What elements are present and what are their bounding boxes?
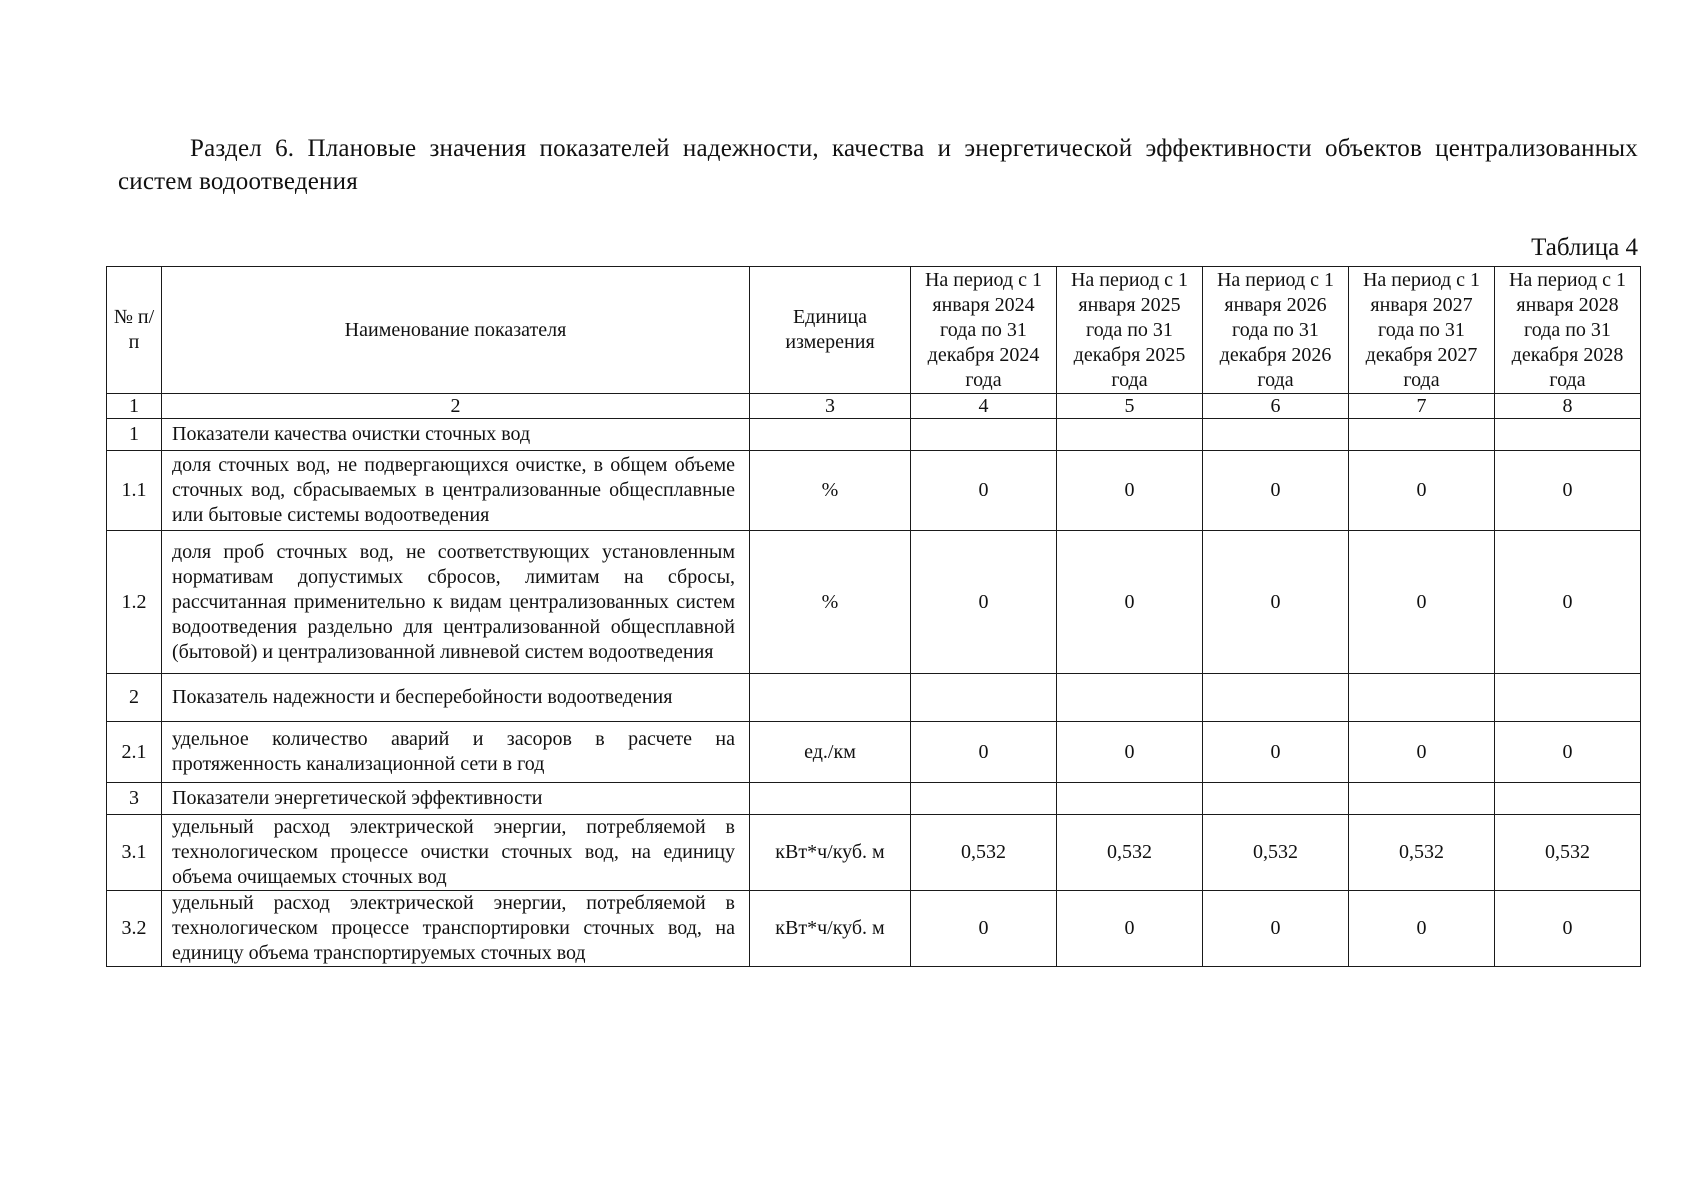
table-caption: Таблица 4 xyxy=(1531,234,1638,261)
column-number: 6 xyxy=(1203,394,1349,419)
group-row xyxy=(107,674,1641,722)
indicator-value: 0 xyxy=(1495,531,1641,674)
indicator-name: доля проб сточных вод, не соответствующих установленным нормативам допустимых сбросов, лимитам на сбросы, рассчитанная применительно к видам централизованных систем водоотведения раздельно для централизованной общесплавной (бытовой) и централизованной ливневой систем водоотведения xyxy=(162,531,750,674)
empty-cell xyxy=(1203,419,1349,451)
empty-cell xyxy=(1203,674,1349,722)
empty-cell xyxy=(1495,419,1641,451)
indicator-value: 0 xyxy=(1057,451,1203,531)
indicator-value: 0 xyxy=(1349,722,1495,783)
header-period-2026: На период с 1 января 2026 года по 31 декабря 2026 года xyxy=(1203,267,1349,394)
empty-cell xyxy=(1057,783,1203,815)
group-number: 2 xyxy=(107,674,162,722)
indicator-value: 0 xyxy=(1203,531,1349,674)
indicator-value: 0 xyxy=(1349,891,1495,967)
indicator-value: 0 xyxy=(1203,451,1349,531)
empty-cell xyxy=(1349,783,1495,815)
indicator-number: 2.1 xyxy=(107,722,162,783)
empty-cell xyxy=(750,783,911,815)
indicator-name: удельный расход электрической энергии, потребляемой в технологическом процессе очистки сточных вод, на единицу объема очищаемых сточных вод xyxy=(162,815,750,891)
indicator-value: 0 xyxy=(911,722,1057,783)
indicator-value: 0 xyxy=(1057,531,1203,674)
empty-cell xyxy=(911,783,1057,815)
indicator-row xyxy=(107,722,1641,783)
indicator-row xyxy=(107,531,1641,674)
indicator-unit: кВт*ч/куб. м xyxy=(750,815,911,891)
header-period-2027: На период с 1 января 2027 года по 31 декабря 2027 года xyxy=(1349,267,1495,394)
group-row xyxy=(107,419,1641,451)
indicator-unit: кВт*ч/куб. м xyxy=(750,891,911,967)
column-number-row xyxy=(107,394,1641,419)
group-title: Показатель надежности и бесперебойности водоотведения xyxy=(162,674,750,722)
indicator-name: доля сточных вод, не подвергающихся очистке, в общем объеме сточных вод, сбрасываемых в централизованные общесплавные или бытовые системы водоотведения xyxy=(162,451,750,531)
column-number: 3 xyxy=(750,394,911,419)
group-title: Показатели качества очистки сточных вод xyxy=(162,419,750,451)
empty-cell xyxy=(1349,674,1495,722)
empty-cell xyxy=(1495,783,1641,815)
empty-cell xyxy=(1349,419,1495,451)
empty-cell xyxy=(911,674,1057,722)
indicator-value: 0 xyxy=(911,451,1057,531)
indicator-value: 0 xyxy=(911,891,1057,967)
indicator-value: 0 xyxy=(1057,891,1203,967)
indicator-number: 1.2 xyxy=(107,531,162,674)
indicator-unit: % xyxy=(750,531,911,674)
column-number: 5 xyxy=(1057,394,1203,419)
indicator-number: 3.2 xyxy=(107,891,162,967)
indicator-value: 0 xyxy=(1349,531,1495,674)
column-number: 2 xyxy=(162,394,750,419)
indicator-value: 0 xyxy=(1495,722,1641,783)
group-title: Показатели энергетической эффективности xyxy=(162,783,750,815)
indicator-name: удельное количество аварий и засоров в расчете на протяженность канализационной сети в год xyxy=(162,722,750,783)
group-number: 3 xyxy=(107,783,162,815)
column-number: 8 xyxy=(1495,394,1641,419)
empty-cell xyxy=(1203,783,1349,815)
indicator-value: 0 xyxy=(1349,451,1495,531)
empty-cell xyxy=(1057,674,1203,722)
indicator-row xyxy=(107,451,1641,531)
indicator-unit: ед./км xyxy=(750,722,911,783)
empty-cell xyxy=(911,419,1057,451)
header-period-2028: На период с 1 января 2028 года по 31 декабря 2028 года xyxy=(1495,267,1641,394)
header-num: № п/п xyxy=(107,267,162,394)
indicator-number: 3.1 xyxy=(107,815,162,891)
empty-cell xyxy=(1495,674,1641,722)
indicator-unit: % xyxy=(750,451,911,531)
indicator-value: 0 xyxy=(1203,722,1349,783)
indicators-table xyxy=(106,266,1641,967)
indicator-value: 0,532 xyxy=(1349,815,1495,891)
indicator-name: удельный расход электрической энергии, потребляемой в технологическом процессе транспортировки сточных вод, на единицу объема транспортируемых сточных вод xyxy=(162,891,750,967)
indicator-value: 0,532 xyxy=(1495,815,1641,891)
indicator-row xyxy=(107,891,1641,967)
group-row xyxy=(107,783,1641,815)
header-period-2025: На период с 1 января 2025 года по 31 декабря 2025 года xyxy=(1057,267,1203,394)
indicator-value: 0 xyxy=(1495,451,1641,531)
column-number: 1 xyxy=(107,394,162,419)
indicator-value: 0 xyxy=(1495,891,1641,967)
group-number: 1 xyxy=(107,419,162,451)
indicator-value: 0 xyxy=(911,531,1057,674)
header-unit: Единица измерения xyxy=(750,267,911,394)
empty-cell xyxy=(1057,419,1203,451)
indicator-value: 0 xyxy=(1203,891,1349,967)
header-name: Наименование показателя xyxy=(162,267,750,394)
column-number: 7 xyxy=(1349,394,1495,419)
header-period-2024: На период с 1 января 2024 года по 31 декабря 2024 года xyxy=(911,267,1057,394)
indicator-value: 0,532 xyxy=(911,815,1057,891)
empty-cell xyxy=(750,674,911,722)
indicator-row xyxy=(107,815,1641,891)
indicator-value: 0 xyxy=(1057,722,1203,783)
table-header-row xyxy=(107,267,1641,394)
indicator-value: 0,532 xyxy=(1057,815,1203,891)
section-heading: Раздел 6. Плановые значения показателей надежности, качества и энергетической эффективности объектов централизованных систем водоотведения xyxy=(118,135,1638,195)
empty-cell xyxy=(750,419,911,451)
indicator-value: 0,532 xyxy=(1203,815,1349,891)
column-number: 4 xyxy=(911,394,1057,419)
indicator-number: 1.1 xyxy=(107,451,162,531)
